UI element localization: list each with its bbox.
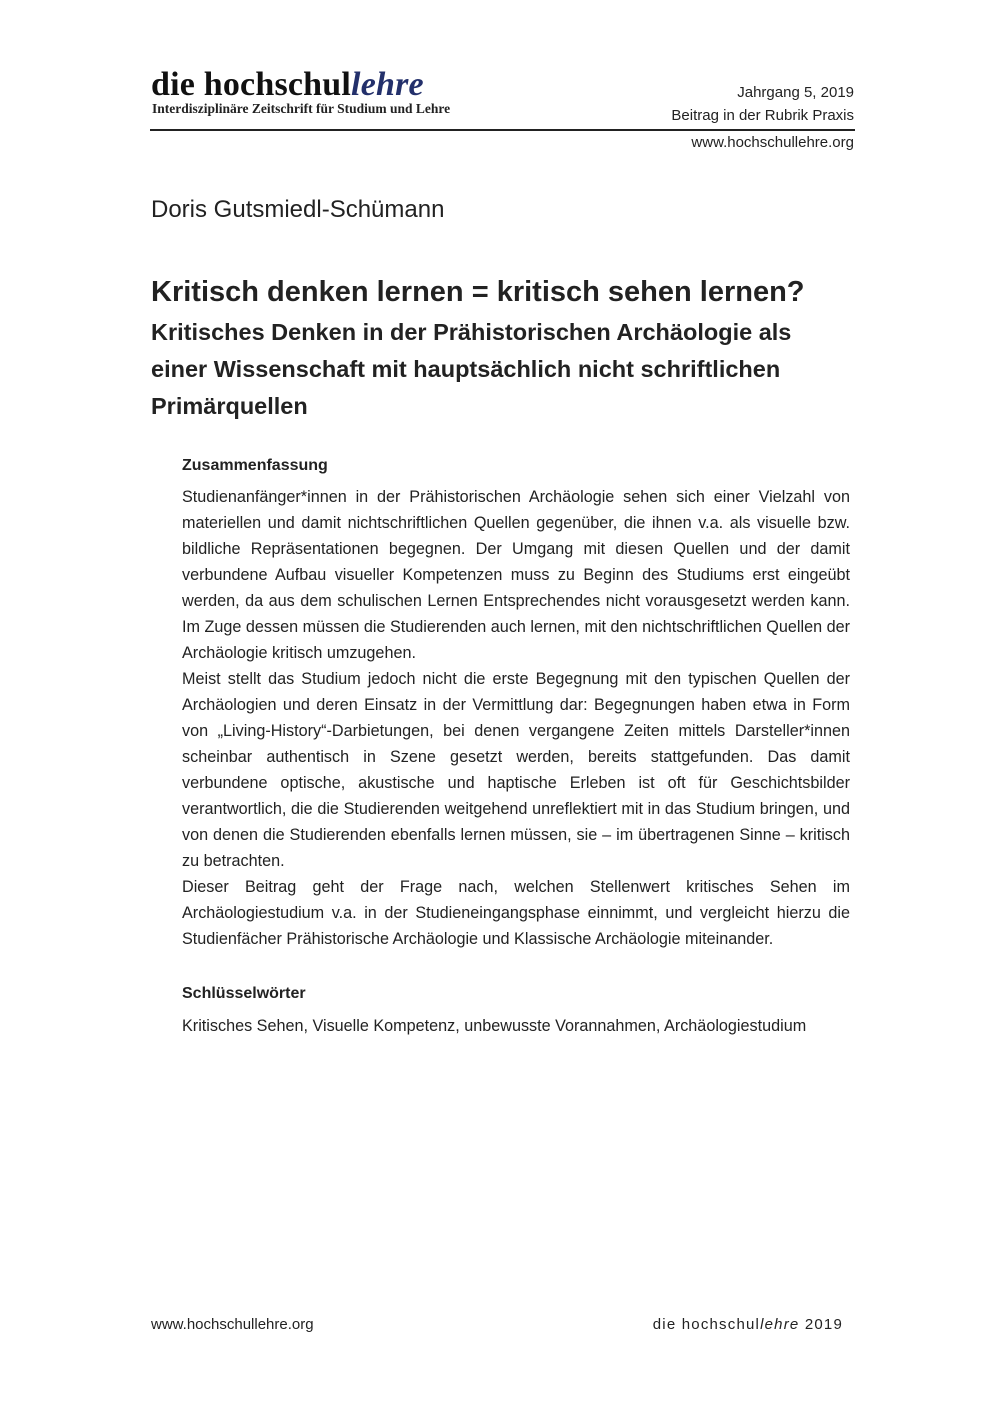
journal-section: Beitrag in der Rubrik Praxis bbox=[671, 107, 854, 124]
abstract-paragraph: Studienanfänger*innen in der Prähistorischen Archäologie sehen sich einer Vielzahl von materiellen und damit nichtschriftlichen Quellen gegenüber, die ihnen v.a. als visuelle bzw. bildliche Repräsentationen begegnen. Der Umgang mit diesen Quellen und der damit verbundene Aufbau visueller Kompetenzen muss zu Beginn des Studiums erst eingeübt werden, da aus dem schulischen Lernen Entsprechendes nicht vorausgesetzt werden kann. Im Zuge dessen müssen die Studierenden auch lernen, mit den nichtschriftlichen Quellen der Archäologie kritisch umzugehen. bbox=[182, 488, 850, 662]
footer-journal-italic: lehre bbox=[760, 1316, 800, 1333]
journal-logo bbox=[151, 66, 424, 104]
abstract-heading: Zusammenfassung bbox=[182, 457, 328, 474]
footer-journal-plain: die hochschul bbox=[652, 1316, 761, 1333]
journal-volume: Jahrgang 5, 2019 bbox=[737, 84, 854, 101]
journal-name-italic: lehre bbox=[351, 66, 424, 103]
header-rule bbox=[150, 129, 855, 131]
keywords-text: Kritisches Sehen, Visuelle Kompetenz, unbewusste Vorannahmen, Archäologiestudium bbox=[182, 1017, 807, 1035]
article-subtitle: Kritisches Denken in der Prähistorischen Archäologie als einer Wissenschaft mit hauptsächlich nicht schriftlichen Primärquellen bbox=[151, 319, 792, 419]
abstract-paragraph: Meist stellt das Studium jedoch nicht die erste Begegnung mit den typischen Quellen der Archäologien und deren Einsatz in der Vermittlung dar: Begegnungen haben etwa in Form von „Living-History“-Darbietungen, bei denen vergangene Zeiten mittels Darsteller*innen scheinbar authentisch in Szene gesetzt werden, bereits stattgefunden. Das damit verbundene optische, akustische und haptische Erleben ist oft für Geschichtsbilder verantwortlich, die die Studierenden weitgehend unreflektiert mit in das Studium bringen, und von denen die Studierenden ebenfalls lernen müssen, sie – im übertragenen Sinne – kritisch zu betrachten. bbox=[182, 670, 850, 870]
abstract-body bbox=[182, 484, 850, 952]
journal-url[interactable]: www.hochschullehre.org bbox=[691, 134, 854, 151]
keywords-heading: Schlüsselwörter bbox=[182, 985, 306, 1002]
journal-subtitle: Interdisziplinäre Zeitschrift für Studium und Lehre bbox=[152, 101, 451, 116]
article-title: Kritisch denken lernen = kritisch sehen lernen? bbox=[151, 276, 805, 308]
footer-year: 2019 bbox=[799, 1316, 843, 1333]
abstract-paragraph: Dieser Beitrag geht der Frage nach, welchen Stellenwert kritisches Sehen im Archäologiestudium v.a. in der Studieneingangsphase einnimmt, und vergleicht hierzu die Studienfächer Prähistorische Archäologie und Klassische Archäologie miteinander. bbox=[182, 878, 850, 948]
footer-journal bbox=[653, 1316, 843, 1334]
footer-url[interactable]: www.hochschullehre.org bbox=[151, 1316, 314, 1333]
journal-name-plain: die hochschul bbox=[151, 66, 352, 103]
author-name: Doris Gutsmiedl-Schümann bbox=[151, 196, 445, 223]
